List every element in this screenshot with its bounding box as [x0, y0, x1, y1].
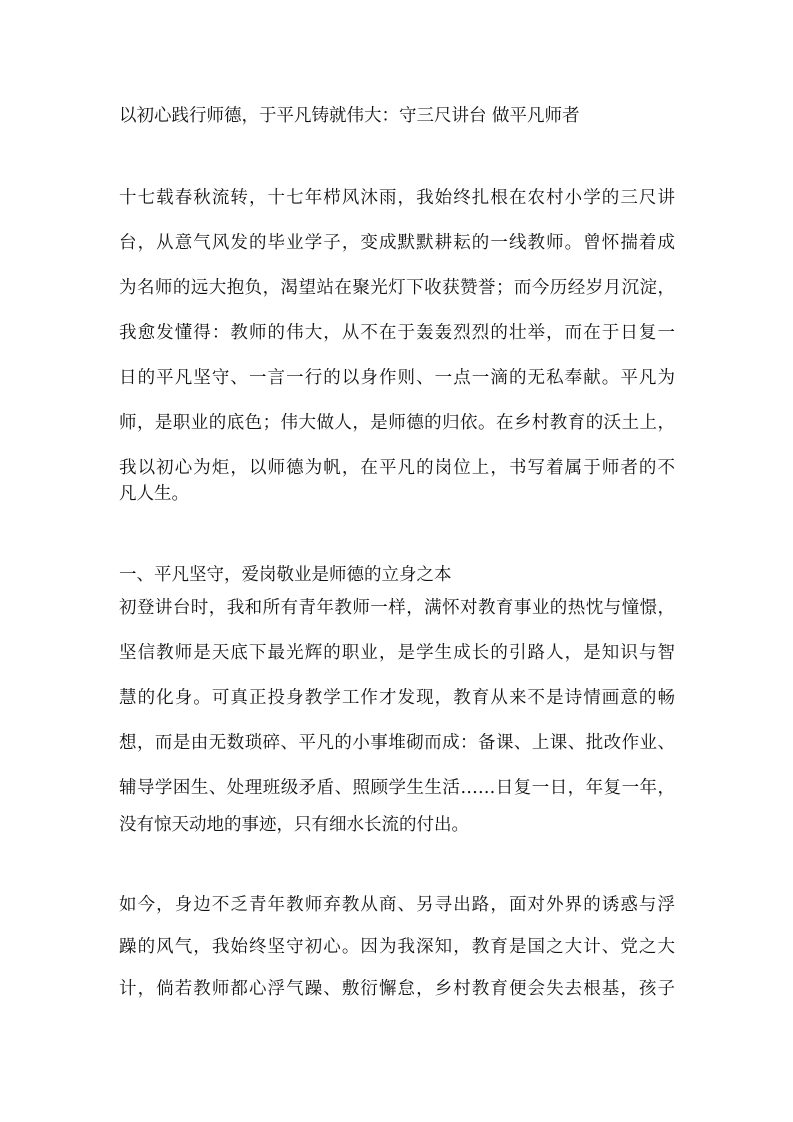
- intro-line: 凡人生。: [119, 484, 189, 504]
- paragraph-line: 没有惊天动地的事迹，只有细水长流的付出。: [119, 815, 469, 835]
- document-title: 以初心践行师德，于平凡铸就伟大：守三尺讲台 做平凡师者: [119, 106, 580, 126]
- paragraph-line: 初登讲台时，我和所有青年教师一样，满怀对教育事业的热忱与憧憬，: [119, 598, 675, 618]
- intro-line: 为名师的远大抱负，渴望站在聚光灯下收获赞誉；而今历经岁月沉淀，: [119, 278, 675, 298]
- intro-line: 台，从意气风发的毕业学子，变成默默耕耘的一线教师。曾怀揣着成: [119, 233, 675, 253]
- paragraph-line: 辅导学困生、处理班级矛盾、照顾学生生活……日复一日，年复一年，: [119, 778, 675, 798]
- paragraph-line: 慧的化身。可真正投身教学工作才发现，教育从来不是诗情画意的畅: [119, 688, 675, 708]
- paragraph-line: 计，倘若教师都心浮气躁、敷衍懈怠，乡村教育便会失去根基，孩子: [119, 979, 675, 999]
- paragraph-line: 如今，身边不乏青年教师弃教从商、另寻出路，面对外界的诱惑与浮: [119, 895, 675, 915]
- paragraph-line: 坚信教师是天底下最光辉的职业，是学生成长的引路人，是知识与智: [119, 643, 675, 663]
- intro-line: 十七载春秋流转，十七年栉风沐雨，我始终扎根在农村小学的三尺讲: [119, 188, 675, 208]
- intro-line: 师，是职业的底色；伟大做人，是师德的归依。在乡村教育的沃土上，: [119, 413, 675, 433]
- intro-line: 我愈发懂得：教师的伟大，从不在于轰轰烈烈的壮举，而在于日复一: [119, 323, 675, 343]
- paragraph-line: 躁的风气，我始终坚守初心。因为我深知，教育是国之大计、党之大: [119, 937, 675, 957]
- section-heading: 一、平凡坚守，爱岗敬业是师德的立身之本: [119, 565, 452, 585]
- intro-line: 日的平凡坚守、一言一行的以身作则、一点一滴的无私奉献。平凡为: [119, 368, 675, 388]
- intro-line: 我以初心为炬，以师德为帆，在平凡的岗位上，书写着属于师者的不: [119, 458, 675, 478]
- paragraph-line: 想，而是由无数琐碎、平凡的小事堆砌而成：备课、上课、批改作业、: [119, 733, 675, 753]
